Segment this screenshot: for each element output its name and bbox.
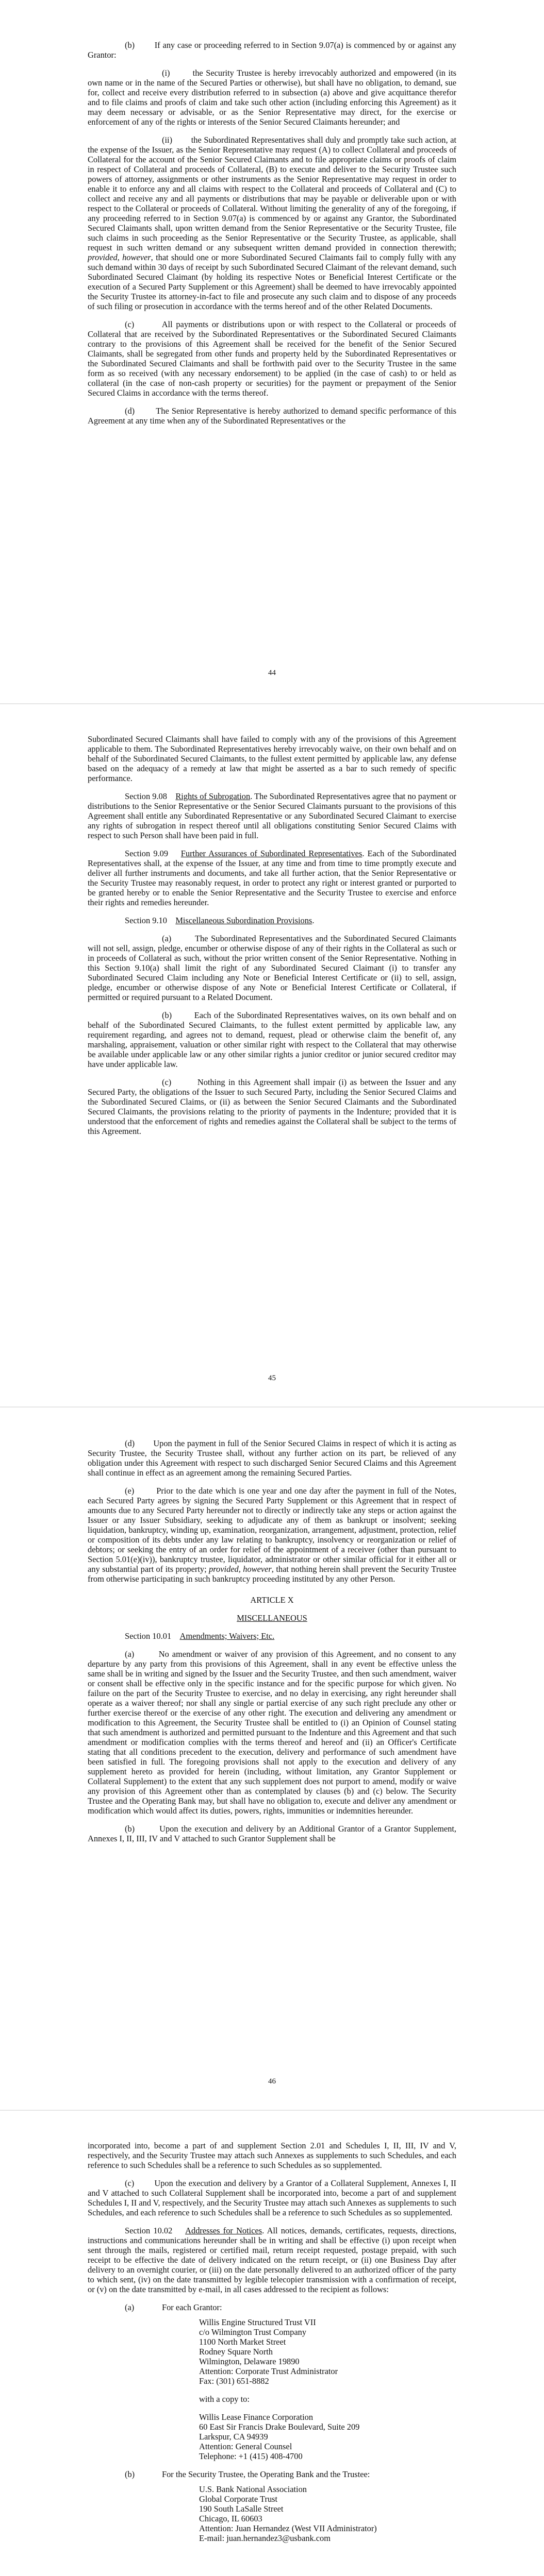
address-line: 1100 North Market Street: [199, 2337, 286, 2347]
section-number: Section 10.02: [125, 2226, 173, 2235]
paragraph-a: (a) The Subordinated Representatives and the Subordinated Secured Claimants will not sell, assign, pledge, encumber or otherwise dispose of any of their rights in the Collateral as such or in proceeds of Collateral as such, without the prior written consent of the Senior Representative. Nothing in this Section 9.10(a) shall limit the right of any Subordinated Secured Claimant (i) to transfer any Subordinated Secured Claim including any Note or Beneficial Interest Certificate or (ii) to sell, assign, pledge, encumber or otherwise dispose of any Note or Beneficial Interest Certificate or Collateral, if permitted or required pursuant to a Related Document.: [88, 934, 456, 1002]
page-content: [88, 734, 456, 1144]
paragraph-b: (b) If any case or proceeding referred to in Section 9.07(a) is commenced by or against any Grantor:: [88, 40, 456, 60]
paragraph-c: (c) Nothing in this Agreement shall impair (i) as between the Issuer and any Secured Party, the obligations of the Issuer to such Secured Party, including the Senior Secured Claims and the Subordinated Secured Claims, or (ii) as between the Senior Secured Claimants and the Subordinated Secured Claimants, the provisions relating to the priority of payments in the Indenture; provided that it is understood that the enforcement of rights and remedies against the Collateral shall be subject to the terms of this Agreement.: [88, 1077, 456, 1136]
section-number: Section 9.09: [125, 849, 169, 858]
article-heading: ARTICLE X: [250, 1595, 294, 1605]
paragraph-b: (b) Upon the execution and delivery by an Additional Grantor of a Grantor Supplement, Annexes I, II, III, IV and V attached to such Grantor Supplement shall be: [88, 1824, 456, 1843]
address-line: Chicago, IL 60603: [199, 2514, 262, 2523]
address-line: Willis Engine Structured Trust VII: [199, 2317, 316, 2327]
item-heading: For the Security Trustee, the Operating Bank and the Trustee:: [162, 2469, 370, 2479]
paragraph-continuation: incorporated into, become a part of and supplement Section 2.01 and Schedules I, II, III, IV and V, respectively, and the Security Trustee may attach such Annexes as supplements to such Schedules, and each reference to such Schedules shall be a reference to such Schedules as so supplemented.: [88, 2141, 456, 2170]
paragraph-b: (b) Each of the Subordinated Representatives waives, on its own behalf and on behalf of the Subordinated Secured Claimants, to the fullest extent permitted by applicable law, any requirement regarding, and agrees not to demand, request, plead or otherwise claim the benefit of, any marshaling, appraisement, valuation or other similar right with respect to the Collateral that may otherwise be available under applicable law or any other similar rights a junior creditor or junior secured creditor may have under applicable law.: [88, 1010, 456, 1069]
address-line: Attention: General Counsel: [199, 2442, 292, 2451]
address-line: Attention: Corporate Trust Administrator: [199, 2366, 338, 2376]
address-line: E-mail: juan.hernandez3@usbank.com: [199, 2533, 331, 2543]
address-line: c/o Wilmington Trust Company: [199, 2327, 307, 2337]
section-text: . All notices, demands, certificates, requests, directions, instructions and communications hereunder shall be in writing and shall be effective (i) upon receipt when sent through the mails, registered or certified mail, return receipt requested, postage prepaid, with such receipt to be effective the date of delivery indicated on the return receipt, or (ii) one Business Day after delivery to an overnight courier, or (iii) on the date personally delivered to an authorized officer of the party to which sent, (iv) on the date transmitted by legible telecopier transmission with a confirmation of receipt, or (v) on the date transmitted by e-mail, in all cases addressed to the recipient as follows:: [88, 2226, 457, 2294]
grantor-address-block: [199, 2317, 456, 2386]
section-number: Section 9.08: [125, 791, 167, 801]
document-page-46: [0, 1408, 544, 2110]
page-content: [88, 1438, 456, 1852]
address-line: Rodney Square North: [199, 2347, 273, 2357]
paragraph-e-text: (e) Prior to the date which is one year and one day after the payment in full of the Notes, each Secured Party agrees by signing the Secured Party Supplement or this Agreement that in respect of amounts due to any Secured Party hereunder not to directly or indirectly take any steps or action against the Issuer or any Issuer Subsidiary, seeking to adjudicate any of them as bankrupt or insolvent; seeking liquidation, bankruptcy, winding up, examination, reorganization, arrangement, adjustment, protection, relief or composition of its debts under any law relating to bankruptcy, insolvency or reorganization or relief of debtors; or seeking the entry of an order for relief of the appointment of a receiver (other than pursuant to Section 5.01(e)(iv)), bankruptcy trustee, liquidator, administrator or other similar official for it either all or any substantial part of its property;: [88, 1486, 456, 1574]
notice-heading-trustee: [125, 2469, 456, 2479]
item-heading: For each Grantor:: [162, 2302, 222, 2312]
section-number: Section 10.01: [125, 1631, 172, 1641]
address-line: 190 South LaSalle Street: [199, 2504, 284, 2514]
paragraph-e: [88, 1486, 456, 1584]
paragraph-ii-text: (ii) the Subordinated Representatives shall duly and promptly take such action, at the expense of the Issuer, as the Senior Representative may request (A) to collect Collateral and proceeds of Collateral for the account of the Senior Secured Claimants and to file appropriate claims or proofs of claim in respect of Collateral and proceeds of Collateral, (B) to execute and deliver to the Security Trustee such powers of attorney, assignments or other instruments as the Senior Representative may request in order to enable it to enforce any and all claims with respect to the Collateral and proceeds of Collateral and (C) to collect and receive any and all payments or distributions that may be payable or deliverable upon or with respect to the Collateral or proceeds of Collateral. Without limiting the generality of any of the foregoing, if any proceeding referred to in Section 9.07(a) is commenced by or against any Grantor, the Subordinated Secured Claimants shall, upon written demand from the Senior Representative or the Security Trustee, file such claims in such proceeding as the Senior Representative or the Security Trustee, as applicable, shall request in such written demand or any subsequent written demand provided in connection therewith;: [88, 135, 456, 252]
section-10-01: [88, 1631, 456, 1641]
address-line: Telephone: +1 (415) 408-4700: [199, 2451, 303, 2461]
provided-however-text: provided, however: [209, 1564, 272, 1574]
section-text: . The Subordinated Representatives agree that no payment or distributions to the Senior Representative or the Senior Secured Claimants pursuant to the provisions of this Agreement shall entitle any Subordinated Representative or any Subordinated Secured Claimant to exercise any rights of subrogation in respect thereof until all obligations constituting Senior Secured Claims with respect to such Person shall have been paid in full.: [88, 791, 457, 840]
copy-to-label: [199, 2394, 456, 2404]
section-text: . Each of the Subordinated Representatives shall, at the expense of the Issuer, at any time and from time to time promptly execute and deliver all further instruments and documents, and take all further action, that the Senior Representative or the Security Trustee may reasonably request, in order to protect any right or interest granted or purported to be granted hereby or to enable the Senior Representative and the Security Trustee to exercise and enforce their rights and remedies hereunder.: [88, 849, 456, 907]
article-title: MISCELLANEOUS: [237, 1613, 307, 1623]
paragraph-d: (d) The Senior Representative is hereby authorized to demand specific performance of this Agreement at any time when any of the Subordinated Representatives or the: [88, 406, 456, 426]
paragraph-c: (c) Upon the execution and delivery by a Grantor of a Collateral Supplement, Annexes I, II and V attached to such Collateral Supplement shall be incorporated into, become a part of and supplement Schedules I, II and V, respectively, and the Security Trustee may attach such Annexes as supplements to such Schedules, and each reference to such Schedules shall be a reference to such Schedules as so supplemented.: [88, 2178, 456, 2217]
section-9-10: [88, 916, 456, 925]
page-content: [88, 2141, 456, 2551]
item-label: (b): [125, 2469, 135, 2479]
section-title: Further Assurances of Subordinated Representatives: [180, 849, 362, 858]
address-line: Willis Lease Finance Corporation: [199, 2412, 314, 2422]
address-line: Global Corporate Trust: [199, 2494, 278, 2504]
section-title: Addresses for Notices: [185, 2226, 262, 2235]
paragraph-a: (a) No amendment or waiver of any provision of this Agreement, and no consent to any departure by any party from this provisions of this Agreement, shall in any event be effective unless the same shall be in writing and signed by the Issuer and the Security Trustee, and then such amendment, waiver or consent shall be effective only in the specific instance and for the specific purpose for which given. No failure on the part of the Security Trustee to exercise, and no delay in exercising, any right hereunder shall operate as a waiver thereof; nor shall any single or partial exercise of any such right preclude any other or further exercise thereof or the exercise of any other right. The execution and delivering any amendment or modification to this Agreement, the Security Trustee shall be entitled to (i) an Opinion of Counsel stating that such amendment is authorized and permitted pursuant to the Indenture and this Agreement and that such amendment or modification complies with the terms thereof and hereof and (ii) an Officer's Certificate stating that all conditions precedent to the execution, delivery and performance of such amendment have been satisfied in full. The foregoing provisions shall not apply to the execution and delivery of any supplement hereto as provided for herein (including, without limitation, any Grantor Supplement or Collateral Supplement) to the extent that any such supplement does not purport to amend, modify or waive any provision of this Agreement other than as contemplated by clauses (b) and (c) below. The Security Trustee and the Operating Bank may, but shall have no obligation to, execute and deliver any amendment or modification which would affect its duties, powers, rights, immunities or indemnities hereunder.: [88, 1649, 456, 1816]
address-line: U.S. Bank National Association: [199, 2484, 307, 2494]
section-10-02: [88, 2226, 456, 2294]
paragraph-c: (c) All payments or distributions upon or with respect to the Collateral or proceeds of Collateral that are received by the Subordinated Representatives or the Subordinated Secured Claimants contrary to the provisions of this Agreement shall be received for the benefit of the Senior Secured Claimants, shall be segregated from other funds and property held by the Subordinated Representatives or the Subordinated Secured Claimants and shall be forthwith paid over to the Security Trustee in the same form as so received (with any necessary endorsement) to be applied (in the case of cash) to or held as collateral (in the case of non-cash property or securities) for the payment or prepayment of the Senior Secured Claims in accordance with the terms thereof.: [88, 319, 456, 398]
item-label: (a): [125, 2302, 135, 2312]
page-content: [88, 40, 456, 434]
paragraph-e-text-cont: , that nothing herein shall prevent the Security Trustee from otherwise participating in such bankruptcy proceeding instituted by any other Person.: [88, 1564, 456, 1584]
document-page-45: [0, 704, 544, 1406]
section-9-08: [88, 791, 456, 840]
notice-heading-grantor: [125, 2302, 456, 2312]
page-number: 44: [268, 669, 276, 677]
paragraph-ii: [88, 135, 456, 311]
paragraph-i: (i) the Security Trustee is hereby irrevocably authorized and empowered (in its own name or in the name of the Secured Parties or otherwise), but shall have no obligation, to demand, sue for, collect and receive every distribution referred to in subsection (a) above and give acquittance therefor and to file claims and proofs of claim and take such other action (including enforcing this Agreement) as it may deem necessary or advisable, or as the Senior Representative may direct, for the exercise or enforcement of any of the rights or interests of the Senior Secured Claimants hereunder; and: [88, 68, 456, 127]
address-line: Larkspur, CA 94939: [199, 2432, 268, 2442]
trustee-address-block: [199, 2484, 456, 2543]
copy-to-text: with a copy to:: [199, 2394, 250, 2404]
document-page-47: [0, 2111, 544, 2576]
paragraph-ii-text-cont: , that should one or more Subordinated Secured Claimants fail to comply fully with any such demand within 30 days of receipt by such Subordinated Secured Claimant of the relevant demand, such Subordinated Secured Claimant (by holding its respective Notes or Beneficial Interest Certificate or the execution of a Secured Party Supplement or this Agreement) shall be deemed to have irrevocably appointed the Security Trustee its attorney-in-fact to file and prosecute any such claim and to dispose of any proceeds of such filing or prosecution in accordance with the terms hereof and of the other Related Documents.: [88, 252, 456, 311]
section-9-09: [88, 849, 456, 907]
section-title: Rights of Subrogation: [175, 791, 251, 801]
address-line: Wilmington, Delaware 19890: [199, 2357, 300, 2366]
provided-however-text: provided, however: [88, 252, 151, 262]
document-page-44: [0, 0, 544, 703]
address-line: Fax: (301) 651-8882: [199, 2376, 269, 2386]
paragraph-d: (d) Upon the payment in full of the Senior Secured Claims in respect of which it is acting as Security Trustee, the Security Trustee shall, without any further action on its part, be relieved of any obligation under this Agreement with respect to such discharged Senior Secured Claims and this Agreement shall continue in effect as an agreement among the remaining Secured Parties.: [88, 1438, 456, 1478]
section-title: Amendments; Waivers; Etc.: [179, 1631, 275, 1641]
copy-address-block: [199, 2412, 456, 2461]
page-number: 46: [268, 2077, 276, 2086]
address-line: Attention: Juan Hernandez (West VII Administrator): [199, 2523, 377, 2533]
section-punct: .: [312, 916, 315, 925]
section-title: Miscellaneous Subordination Provisions: [175, 916, 312, 925]
section-number: Section 9.10: [125, 916, 167, 925]
paragraph-continuation: Subordinated Secured Claimants shall have failed to comply with any of the provisions of this Agreement applicable to them. The Subordinated Representatives hereby irrevocably waive, on their own behalf and on behalf of the Subordinated Secured Claimants, to the fullest extent permitted by applicable law, any defense based on the adequacy of a remedy at law that might be asserted as a bar to such remedy of specific performance.: [88, 734, 456, 783]
page-number: 45: [268, 1374, 276, 1382]
address-line: 60 East Sir Francis Drake Boulevard, Suite 209: [199, 2422, 360, 2432]
